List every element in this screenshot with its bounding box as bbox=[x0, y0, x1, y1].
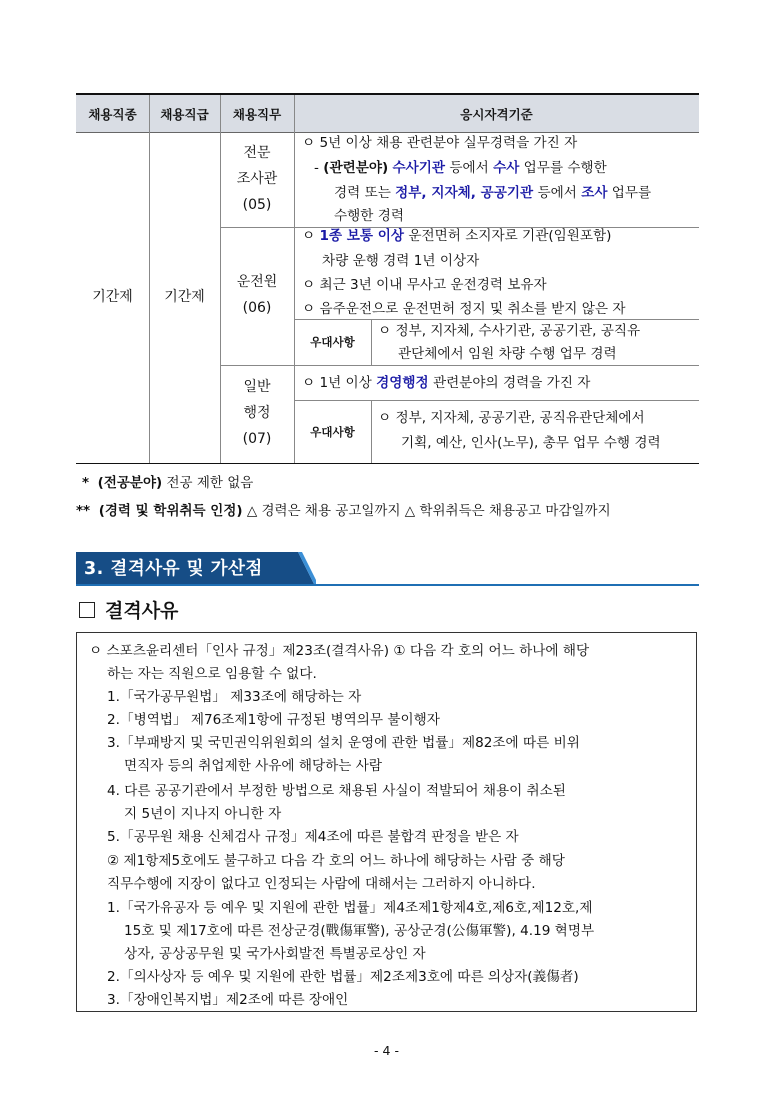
highlight-text: 1종 보통 이상 bbox=[319, 228, 405, 244]
text: ㅇ 5년 이상 채용 관련분야 실무경력을 가진 자 bbox=[302, 135, 578, 151]
subsection-title bbox=[79, 596, 178, 623]
criteria-line bbox=[302, 131, 577, 156]
duty-cell-07 bbox=[220, 365, 294, 463]
note-text: △ 경력은 채용 공고일까지 △ 학위취득은 채용공고 마감일까지 bbox=[242, 503, 611, 519]
highlight-text: 정부, 지자체, 공공기관 bbox=[395, 185, 534, 201]
disqualification-box bbox=[76, 632, 697, 1012]
header-criteria: 응시자격기준 bbox=[294, 95, 699, 133]
note-career bbox=[76, 499, 611, 519]
clause-line: 면직자 등의 취업제한 사유에 해당하는 사람 bbox=[124, 758, 382, 774]
pref-line bbox=[398, 342, 617, 367]
highlight-text: 수사 bbox=[493, 160, 520, 176]
checkbox-square-icon bbox=[79, 602, 95, 618]
pref-line bbox=[401, 431, 661, 456]
header-job-type: 채용직종 bbox=[76, 95, 149, 133]
pref-label-06: 우대사항 bbox=[310, 335, 355, 349]
clause-line: 4. 다른 공공기관에서 부정한 방법으로 채용된 사실이 적발되어 채용이 취소된 bbox=[107, 783, 566, 799]
note-text: 전공 제한 없음 bbox=[162, 475, 254, 491]
clause-line: 1.「국가공무원법」 제33조에 해당하는 자 bbox=[107, 689, 362, 705]
qualification-table bbox=[76, 93, 699, 464]
duty-line: (06) bbox=[242, 300, 272, 316]
text: 업무를 수행한 bbox=[519, 160, 607, 176]
text: 등에서 bbox=[445, 160, 494, 176]
pref-label-07: 우대사항 bbox=[310, 424, 355, 439]
note-mark: ** bbox=[76, 503, 91, 519]
duty-cell-05 bbox=[220, 133, 294, 227]
text: ㅇ 1년 이상 bbox=[302, 375, 377, 391]
criteria-line bbox=[314, 156, 607, 181]
subsection-text: 결격사유 bbox=[105, 600, 179, 622]
text: 수행한 경력 bbox=[334, 208, 404, 224]
pref-divider bbox=[371, 319, 372, 365]
pref-line bbox=[378, 319, 640, 344]
text: 관련분야의 경력을 가진 자 bbox=[428, 375, 591, 391]
clause-line: 1.「국가유공자 등 예우 및 지원에 관한 법률」제4조제1항제4호,제6호,제12호,제 bbox=[107, 900, 593, 916]
text: ㅇ bbox=[302, 228, 320, 244]
text: ㅇ 정부, 지자체, 공공기관, 공직유관단체에서 bbox=[378, 410, 645, 426]
clause-line: 2.「병역법」 제76조제1항에 규정된 병역의무 불이행자 bbox=[107, 712, 440, 728]
header-job-grade: 채용직급 bbox=[149, 95, 220, 133]
job-type-value: 기간제 bbox=[92, 289, 133, 306]
duty-line: 조사관 bbox=[236, 171, 278, 188]
text: 업무를 bbox=[607, 185, 652, 201]
note-mark: * bbox=[82, 475, 90, 491]
duty-line: 운전원 bbox=[236, 274, 278, 291]
text: ㅇ 음주운전으로 운전면허 정지 및 취소를 받지 않은 자 bbox=[302, 301, 626, 317]
clause-line: 3.「장애인복지법」제2조에 따른 장애인 bbox=[107, 992, 349, 1008]
text: ㅇ 정부, 지자체, 수사기관, 공공기관, 공직유 bbox=[378, 323, 641, 339]
pref-divider bbox=[371, 400, 372, 463]
job-type-cell bbox=[76, 133, 149, 463]
criteria-line bbox=[302, 224, 611, 249]
header-job-duty: 채용직무 bbox=[220, 95, 294, 133]
clause-line: 5.「공무원 채용 신체검사 규정」제4조에 따른 불합격 판정을 받은 자 bbox=[107, 829, 519, 845]
note-label: (전공분야) bbox=[97, 475, 163, 491]
clause-line: ㅇ 스포츠윤리센터「인사 규정」제23조(결격사유) ① 다음 각 호의 어느 하나에 해당 bbox=[89, 643, 590, 659]
duty-line: (07) bbox=[242, 430, 272, 447]
text: 차량 운행 경력 1년 이상자 bbox=[322, 253, 480, 269]
section-underline bbox=[76, 584, 699, 586]
job-grade-cell bbox=[149, 133, 220, 463]
text: 운전면허 소지자로 기관(임원포함) bbox=[404, 228, 612, 244]
criteria-line bbox=[322, 249, 479, 274]
clause-line: 하는 자는 직원으로 임용할 수 없다. bbox=[107, 666, 317, 682]
duty-line: 전문 bbox=[243, 145, 271, 162]
highlight-text: 조사 bbox=[581, 185, 608, 201]
criteria-line bbox=[334, 181, 651, 206]
duty-line: 행정 bbox=[243, 405, 271, 422]
duty-line: (05) bbox=[242, 196, 272, 213]
note-major bbox=[82, 471, 253, 491]
text: 등에서 bbox=[533, 185, 582, 201]
duty-line: 일반 bbox=[243, 379, 271, 396]
clause-line: ② 제1항제5호에도 불구하고 다음 각 호의 어느 하나에 해당하는 사람 중 해당 bbox=[107, 853, 565, 869]
clause-line: 2.「의사상자 등 예우 및 지원에 관한 법률」제2조제3호에 따른 의상자(義傷者) bbox=[107, 969, 579, 985]
page-number: - 4 - bbox=[374, 1043, 399, 1058]
highlight-text: 수사기관 bbox=[392, 160, 446, 176]
criteria-line bbox=[302, 371, 590, 396]
text: 관단체에서 임원 차량 수행 업무 경력 bbox=[398, 346, 617, 362]
text: - bbox=[314, 160, 324, 176]
clause-line: 지 5년이 지나지 아니한 자 bbox=[124, 806, 282, 822]
note-label: (경력 및 학위취득 인정) bbox=[98, 503, 243, 519]
pref-line bbox=[378, 406, 645, 431]
criteria-line bbox=[302, 273, 547, 298]
clause-line: 상자, 공상공무원 및 국가사회발전 특별공로상인 자 bbox=[124, 946, 426, 962]
text: ㅇ 최근 3년 이내 무사고 운전경력 보유자 bbox=[302, 277, 547, 293]
section-title: 3. 결격사유 및 가산점 bbox=[84, 559, 263, 579]
duty-cell-06 bbox=[220, 227, 294, 365]
text: (관련분야) bbox=[323, 160, 389, 176]
text: 기획, 예산, 인사(노무), 총무 업무 수행 경력 bbox=[401, 435, 661, 451]
clause-line: 3.「부패방지 및 국민권익위원회의 설치 운영에 관한 법률」제82조에 따른 비위 bbox=[107, 735, 580, 751]
job-grade-value: 기간제 bbox=[164, 289, 205, 306]
clause-line: 15호 및 제17호에 따른 전상군경(戰傷軍警), 공상군경(公傷軍警), 4.19 혁명부 bbox=[124, 923, 595, 939]
clause-line: 직무수행에 지장이 없다고 인정되는 사람에 대해서는 그러하지 아니하다. bbox=[107, 876, 536, 892]
highlight-text: 경영행정 bbox=[376, 375, 429, 391]
text: 경력 또는 bbox=[334, 185, 396, 201]
